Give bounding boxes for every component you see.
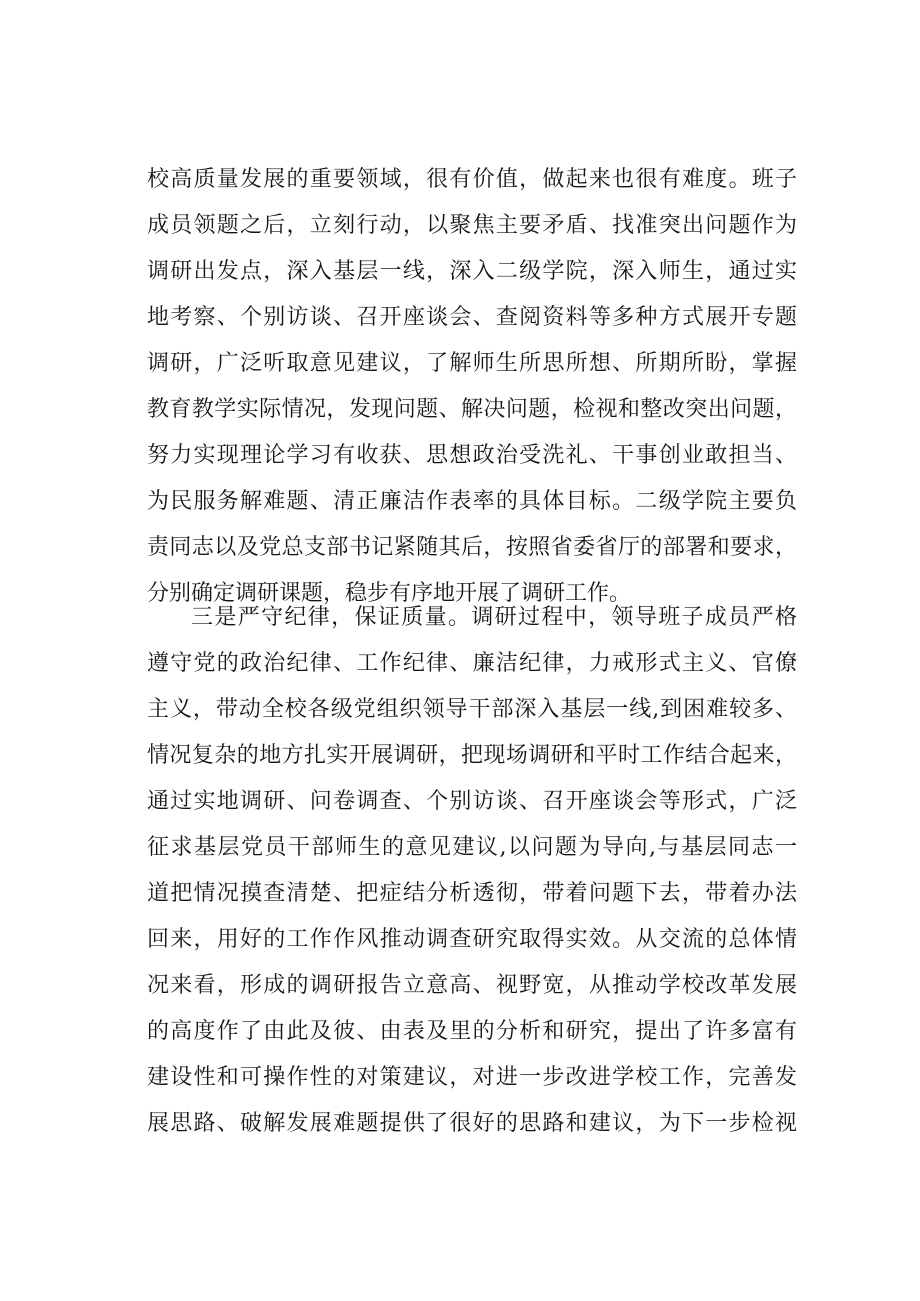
paragraph-line: 通过实地调研、问卷调查、个别访谈、召开座谈会等形式，广泛 bbox=[147, 789, 797, 814]
paragraph-line: 主义，带动全校各级党组织领导干部深入基层一线,到困难较多、 bbox=[147, 697, 797, 722]
paragraph-line: 回来，用好的工作作风推动调查研究取得实效。从交流的总体情 bbox=[147, 927, 797, 952]
paragraph-line: 成员领题之后，立刻行动，以聚焦主要矛盾、找准突出问题作为 bbox=[147, 213, 797, 238]
paragraph-2 bbox=[147, 595, 797, 1147]
paragraph-line: 道把情况摸查清楚、把症结分析透彻，带着问题下去，带着办法 bbox=[147, 881, 797, 906]
paragraph-line: 教育教学实际情况，发现问题、解决问题，检视和整改突出问题， bbox=[147, 397, 797, 422]
paragraph-line: 分别确定调研课题，稳步有序地开展了调研工作。 bbox=[147, 581, 632, 606]
paragraph-line: 遵守党的政治纪律、工作纪律、廉洁纪律，力戒形式主义、官僚 bbox=[147, 651, 797, 676]
paragraph-line: 展思路、破解发展难题提供了很好的思路和建议，为下一步检视 bbox=[147, 1111, 797, 1136]
paragraph-line: 情况复杂的地方扎实开展调研，把现场调研和平时工作结合起来， bbox=[147, 743, 797, 768]
paragraph-line: 调研，广泛听取意见建议，了解师生所思所想、所期所盼，掌握 bbox=[147, 351, 797, 376]
paragraph-line: 征求基层党员干部师生的意见建议,以问题为导向,与基层同志一 bbox=[147, 835, 797, 860]
paragraph-line: 三是严守纪律，保证质量。调研过程中，领导班子成员严格 bbox=[191, 605, 797, 630]
paragraph-line: 努力实现理论学习有收获、思想政治受洗礼、干事创业敢担当、 bbox=[147, 443, 797, 468]
paragraph-line: 校高质量发展的重要领域，很有价值，做起来也很有难度。班子 bbox=[147, 167, 797, 192]
paragraph-line: 况来看，形成的调研报告立意高、视野宽，从推动学校改革发展 bbox=[147, 973, 797, 998]
paragraph-line: 的高度作了由此及彼、由表及里的分析和研究，提出了许多富有 bbox=[147, 1019, 797, 1044]
paragraph-line: 地考察、个别访谈、召开座谈会、查阅资料等多种方式展开专题 bbox=[147, 305, 797, 330]
paragraph-1 bbox=[147, 157, 797, 617]
paragraph-line: 责同志以及党总支部书记紧随其后，按照省委省厅的部署和要求， bbox=[147, 535, 797, 560]
paragraph-line: 调研出发点，深入基层一线，深入二级学院，深入师生，通过实 bbox=[147, 259, 797, 284]
paragraph-line: 为民服务解难题、清正廉洁作表率的具体目标。二级学院主要负 bbox=[147, 489, 797, 514]
paragraph-line: 建设性和可操作性的对策建议，对进一步改进学校工作，完善发 bbox=[147, 1065, 797, 1090]
